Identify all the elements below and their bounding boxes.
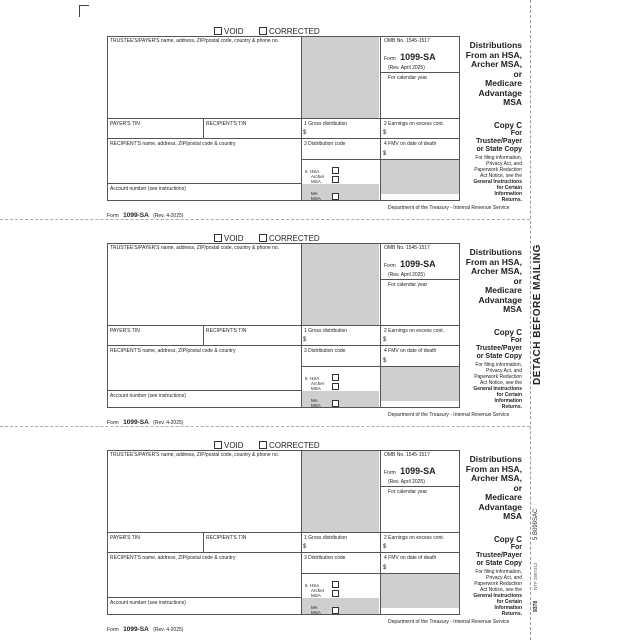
box5-hsa-checkbox[interactable] [332, 581, 339, 588]
notice-line: General Instructions [473, 386, 522, 392]
recipient-tin-label: RECIPIENT'S TIN [206, 121, 247, 127]
box4-dollar-sign: $ [383, 358, 387, 364]
box5-ma-msa-checkbox[interactable] [332, 400, 339, 407]
omb-number: OMB No. 1545-1517 [384, 38, 430, 44]
footer-revision: (Rev. 4-2025) [153, 213, 184, 219]
box5-ma-msa-checkbox[interactable] [332, 607, 339, 614]
payer-name-label: TRUSTEE'S/PAYER'S name, address, ZIP/postal code, country & phone no. [110, 245, 280, 251]
box5-archer-msa-label: MSA [311, 386, 321, 391]
corrected-checkbox[interactable] [259, 27, 267, 35]
footer-department: Department of the Treasury - Internal Revenue Service [388, 205, 510, 211]
box4-fmv-label: 4 FMV on date of death [384, 348, 437, 354]
box5-number: 5 [305, 583, 308, 588]
shaded-area [301, 37, 379, 118]
filing-info-notice [455, 362, 522, 410]
void-label: VOID [224, 441, 244, 450]
box4-fmv-label: 4 FMV on date of death [384, 141, 437, 147]
copy-line: Trustee/Payer [476, 345, 522, 352]
copy-line: or State Copy [476, 353, 522, 360]
box1-gross-distribution-label: 1 Gross distribution [304, 121, 348, 127]
box2-earnings-label: 2 Earnings on excess cont. [384, 328, 445, 334]
recipient-tin-label: RECIPIENT'S TIN [206, 535, 247, 541]
notice-line: For filing information, [475, 155, 522, 161]
payer-tin-label: PAYER'S TIN [110, 121, 140, 127]
filing-info-notice [455, 569, 522, 617]
box4-dollar-sign: $ [383, 565, 387, 571]
box2-dollar-sign: $ [383, 544, 387, 550]
notice-line: Privacy Act, and [486, 368, 522, 374]
form-title-line: Distributions [469, 247, 522, 257]
form-title-line: MSA [503, 511, 522, 521]
payer-name-label: TRUSTEE'S/PAYER'S name, address, ZIP/postal code, country & phone no. [110, 38, 280, 44]
box5-ma-msa-label: MSA [311, 403, 321, 408]
box5-number: 5 [305, 376, 308, 381]
form-id [384, 254, 436, 272]
account-number-label: Account number (see instructions) [110, 600, 186, 606]
form-footer-id [107, 204, 183, 222]
form-title-line: Archer MSA, or [470, 473, 522, 493]
footer-revision: (Rev. 4-2025) [153, 627, 184, 633]
omb-number: OMB No. 1545-1517 [384, 245, 430, 251]
box3-distribution-code-label: 3 Distribution code [304, 141, 346, 147]
calendar-year-label: For calendar year [388, 489, 428, 495]
box5-hsa-label: HSA [310, 583, 320, 588]
corrected-label: CORRECTED [269, 234, 320, 243]
footer-form-prefix: Form [107, 213, 119, 219]
form-title-line: From an HSA, [465, 463, 522, 474]
notice-line: Information [494, 398, 522, 404]
void-checkbox[interactable] [214, 234, 222, 242]
box5-archer-msa-label: MSA [311, 593, 321, 598]
copy-line: Trustee/Payer [476, 138, 522, 145]
copy-letter: Copy C [494, 121, 522, 130]
form-title-line: MSA [503, 304, 522, 314]
form-number: 1099-SA [400, 259, 436, 269]
form-prefix: Form [384, 470, 396, 476]
notice-line: General Instructions [473, 593, 522, 599]
copy-designation [462, 121, 522, 154]
form-number: 1099-SA [400, 52, 436, 62]
void-checkbox[interactable] [214, 441, 222, 449]
box5-hsa-label: HSA [310, 169, 320, 174]
form-title-line: Distributions [469, 40, 522, 50]
form-copy [0, 234, 640, 442]
box5-hsa-label: HSA [310, 376, 320, 381]
form-id [384, 47, 436, 65]
footer-department: Department of the Treasury - Internal Revenue Service [388, 412, 510, 418]
box1-dollar-sign: $ [303, 337, 307, 343]
notice-line: Information [494, 605, 522, 611]
footer-revision: (Rev. 4-2025) [153, 420, 184, 426]
copy-line: For [510, 337, 522, 344]
box2-earnings-label: 2 Earnings on excess cont. [384, 121, 445, 127]
footer-form-prefix: Form [107, 627, 119, 633]
box5-ma-msa-label: MSA [311, 610, 321, 615]
box3-distribution-code-label: 3 Distribution code [304, 555, 346, 561]
footer-department: Department of the Treasury - Internal Revenue Service [388, 619, 510, 625]
box1-dollar-sign: $ [303, 130, 307, 136]
notice-line: Privacy Act, and [486, 575, 522, 581]
copy-designation [462, 328, 522, 361]
notice-line: Returns. [501, 611, 522, 617]
form-title-line: Archer MSA, or [470, 266, 522, 286]
form-copy [0, 441, 640, 640]
box5-archer-label: Archer [311, 174, 325, 179]
box5-hsa-checkbox[interactable] [332, 374, 339, 381]
form-prefix: Form [384, 56, 396, 62]
notice-line: Information [494, 191, 522, 197]
box5-archer-msa-checkbox[interactable] [332, 383, 339, 390]
calendar-year-label: For calendar year [388, 282, 428, 288]
revision-date: (Rev. April 2025) [388, 479, 425, 485]
notice-line: For filing information, [475, 569, 522, 575]
notice-line: Paperwork Reduction [474, 581, 522, 587]
notice-line: Act Notice, see the [480, 587, 522, 593]
shaded-area [301, 244, 379, 325]
box5-hsa-checkbox[interactable] [332, 167, 339, 174]
box5-number: 5 [305, 169, 308, 174]
recipient-name-label: RECIPIENT'S name, address, ZIP/postal code & country [110, 141, 236, 147]
form-title [462, 455, 522, 522]
calendar-year-label: For calendar year [388, 75, 428, 81]
box2-earnings-label: 2 Earnings on excess cont. [384, 535, 445, 541]
box5-ma-msa-checkbox[interactable] [332, 193, 339, 200]
filing-info-notice [455, 155, 522, 203]
corrected-checkbox[interactable] [259, 441, 267, 449]
form-title-line: From an HSA, [465, 49, 522, 60]
box1-gross-distribution-label: 1 Gross distribution [304, 535, 348, 541]
box5-ma-label: MA [311, 605, 318, 610]
form-stock-code: 5 B099SAC [533, 508, 539, 540]
payer-name-label: TRUSTEE'S/PAYER'S name, address, ZIP/postal code, country & phone no. [110, 452, 280, 458]
account-number-label: Account number (see instructions) [110, 393, 186, 399]
corrected-checkbox[interactable] [259, 234, 267, 242]
form-stock-subcode: NTF 2567312 [533, 562, 538, 590]
form-number: 1099-SA [400, 466, 436, 476]
copy-letter: Copy C [494, 328, 522, 337]
copy-line: or State Copy [476, 146, 522, 153]
form-footer-id [107, 618, 183, 636]
box5-archer-msa-label: MSA [311, 179, 321, 184]
notice-line: Returns. [501, 197, 522, 203]
notice-line: Act Notice, see the [480, 173, 522, 179]
form-title [462, 248, 522, 315]
notice-line: Paperwork Reduction [474, 167, 522, 173]
box5-archer-label: Archer [311, 588, 325, 593]
recipient-name-label: RECIPIENT'S name, address, ZIP/postal code & country [110, 348, 236, 354]
form-footer-id [107, 411, 183, 429]
recipient-name-label: RECIPIENT'S name, address, ZIP/postal code & country [110, 555, 236, 561]
form-title-line: Medicare Advantage [478, 78, 522, 98]
notice-line: for Certain [496, 392, 522, 398]
copy-line: For [510, 544, 522, 551]
shaded-area [381, 573, 459, 608]
box4-fmv-label: 4 FMV on date of death [384, 555, 437, 561]
notice-line: Act Notice, see the [480, 380, 522, 386]
copy-line: For [510, 130, 522, 137]
void-checkbox[interactable] [214, 27, 222, 35]
copy-line: Trustee/Payer [476, 552, 522, 559]
box5-ma-label: MA [311, 398, 318, 403]
footer-form-number: 1099-SA [123, 212, 149, 219]
notice-line: General Instructions [473, 179, 522, 185]
box1-dollar-sign: $ [303, 544, 307, 550]
shaded-area [301, 451, 379, 532]
payer-tin-label: PAYER'S TIN [110, 328, 140, 334]
recipient-tin-label: RECIPIENT'S TIN [206, 328, 247, 334]
footer-form-number: 1099-SA [123, 419, 149, 426]
corrected-label: CORRECTED [269, 441, 320, 450]
form-copy [0, 27, 640, 235]
form-title-line: MSA [503, 97, 522, 107]
form-title-line: Archer MSA, or [470, 59, 522, 79]
notice-line: for Certain [496, 599, 522, 605]
footer-form-number: 1099-SA [123, 626, 149, 633]
payer-tin-label: PAYER'S TIN [110, 535, 140, 541]
form-stock-number: 9378 [533, 600, 539, 612]
crop-mark [79, 5, 89, 17]
copy-designation [462, 535, 522, 568]
form-title-line: Distributions [469, 454, 522, 464]
copy-line: or State Copy [476, 560, 522, 567]
form-id [384, 461, 436, 479]
copy-letter: Copy C [494, 535, 522, 544]
form-title-line: Medicare Advantage [478, 492, 522, 512]
box5-archer-msa-checkbox[interactable] [332, 176, 339, 183]
box2-dollar-sign: $ [383, 130, 387, 136]
shaded-area [381, 366, 459, 401]
omb-number: OMB No. 1545-1517 [384, 452, 430, 458]
footer-form-prefix: Form [107, 420, 119, 426]
box5-archer-label: Archer [311, 381, 325, 386]
notice-line: Returns. [501, 404, 522, 410]
void-label: VOID [224, 234, 244, 243]
box5-archer-msa-checkbox[interactable] [332, 590, 339, 597]
revision-date: (Rev. April 2025) [388, 272, 425, 278]
notice-line: Privacy Act, and [486, 161, 522, 167]
notice-line: For filing information, [475, 362, 522, 368]
corrected-label: CORRECTED [269, 27, 320, 36]
form-title [462, 41, 522, 108]
void-label: VOID [224, 27, 244, 36]
box5-ma-label: MA [311, 191, 318, 196]
box4-dollar-sign: $ [383, 151, 387, 157]
notice-line: Paperwork Reduction [474, 374, 522, 380]
box5-ma-msa-label: MSA [311, 196, 321, 201]
form-title-line: Medicare Advantage [478, 285, 522, 305]
notice-line: for Certain [496, 185, 522, 191]
form-prefix: Form [384, 263, 396, 269]
detach-instruction: DETACH BEFORE MAILING [532, 244, 543, 385]
form-title-line: From an HSA, [465, 256, 522, 267]
revision-date: (Rev. April 2025) [388, 65, 425, 71]
box3-distribution-code-label: 3 Distribution code [304, 348, 346, 354]
account-number-label: Account number (see instructions) [110, 186, 186, 192]
box2-dollar-sign: $ [383, 337, 387, 343]
shaded-area [381, 159, 459, 194]
box1-gross-distribution-label: 1 Gross distribution [304, 328, 348, 334]
